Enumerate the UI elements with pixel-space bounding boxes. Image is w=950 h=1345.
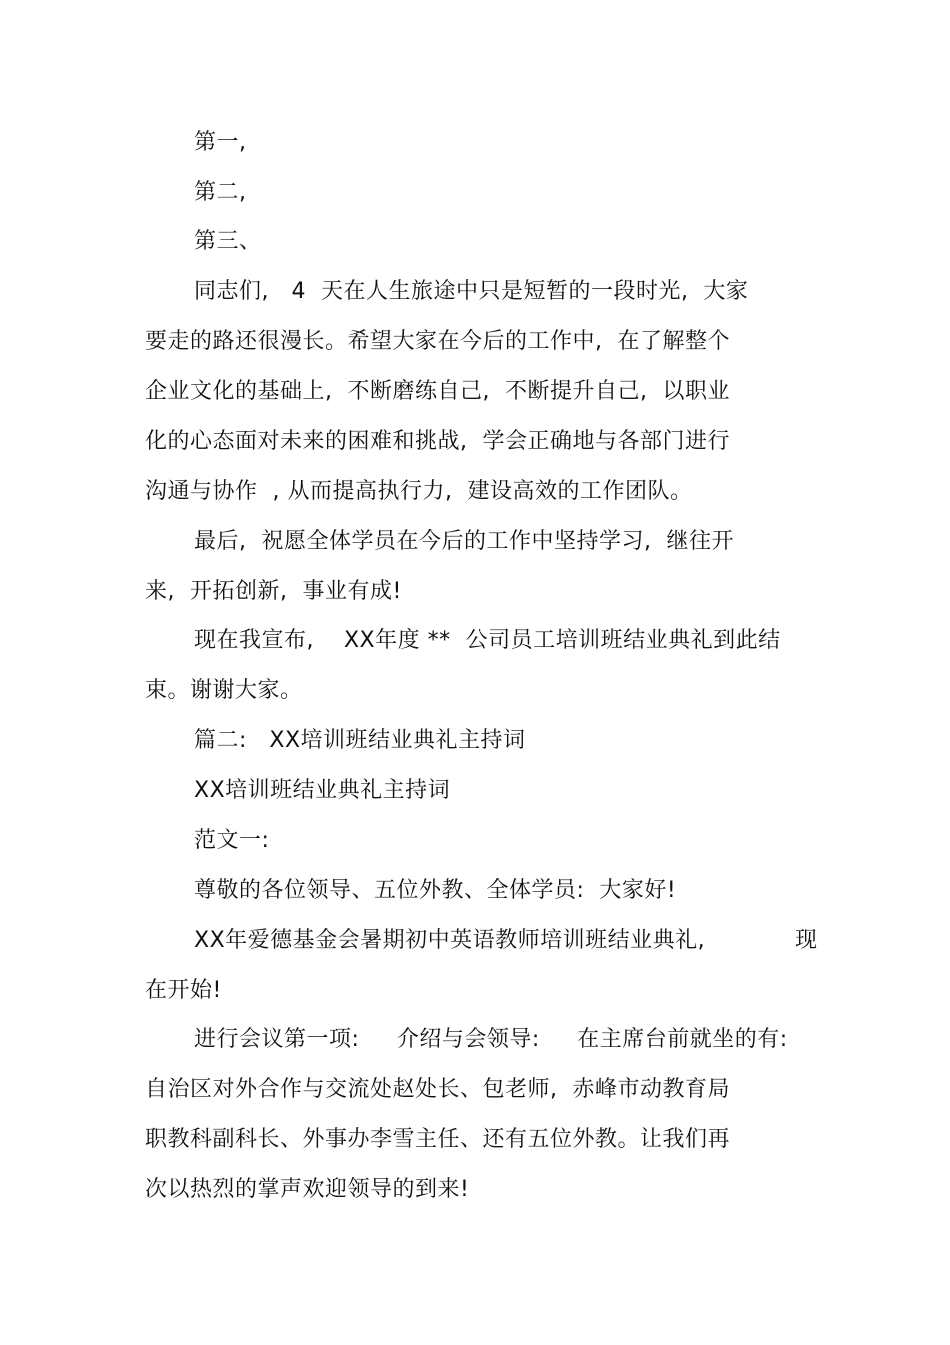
paragraph-line: 要走的路还很漫长。希望大家在今后的工作中, 在了解整个 xyxy=(145,329,730,354)
paragraph-line: XX年爱德基金会暑期初中英语教师培训班结业典礼, 现 xyxy=(194,928,818,953)
paragraph-line: 化的心态面对未来的困难和挑战, 学会正确地与各部门进行 xyxy=(145,429,730,454)
paragraph-line: 职教科副科长、外事办李雪主任、还有五位外教。让我们再 xyxy=(145,1127,731,1152)
section-title: XX培训班结业典礼主持词 xyxy=(194,778,451,803)
paragraph-line: 尊敬的各位领导、五位外教、全体学员: 大家好! xyxy=(194,878,677,903)
paragraph-line: 企业文化的基础上, 不断磨练自己, 不断提升自己, 以职业 xyxy=(145,379,730,404)
paragraph-line: 来, 开拓创新, 事业有成! xyxy=(145,579,402,604)
paragraph-line: 第三、 xyxy=(194,229,262,254)
subheading: 范文一: xyxy=(194,828,270,853)
paragraph-line: 第一, xyxy=(194,130,247,155)
paragraph-line: 现在我宣布, XX年度 ** 公司员工培训班结业典礼到此结 xyxy=(194,628,781,653)
paragraph-line: 进行会议第一项: 介绍与会领导: 在主席台前就坐的有: xyxy=(194,1027,788,1052)
paragraph-line: 同志们, 4 天在人生旅途中只是短暂的一段时光, 大家 xyxy=(194,279,749,304)
paragraph-line: 最后, 祝愿全体学员在今后的工作中坚持学习, 继往开 xyxy=(194,529,734,554)
paragraph-line: 束。谢谢大家。 xyxy=(145,678,303,703)
paragraph-line: 在开始! xyxy=(145,978,222,1003)
section-heading: 篇二: XX培训班结业典礼主持词 xyxy=(194,728,526,753)
paragraph-line: 第二, xyxy=(194,180,247,205)
paragraph-line: 自治区对外合作与交流处赵处长、包老师, 赤峰市动教育局 xyxy=(145,1077,730,1102)
paragraph-line: 沟通与协作 , 从而提高执行力, 建设高效的工作团队。 xyxy=(145,479,693,504)
paragraph-line: 次以热烈的掌声欢迎领导的到来! xyxy=(145,1177,470,1202)
